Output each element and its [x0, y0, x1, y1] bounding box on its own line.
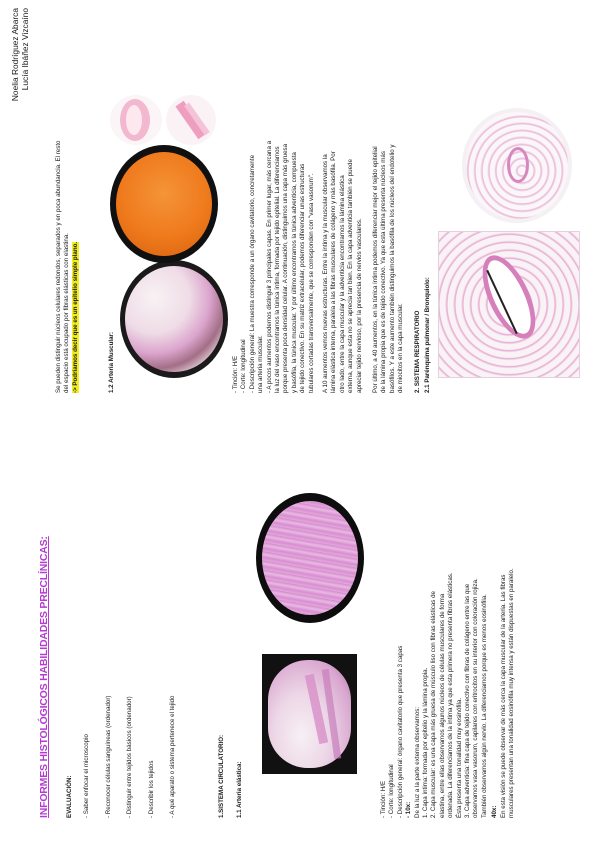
body-line: de tejido conectivo. En su matriz extracelular, podemos diferenciar unas estructuras [299, 163, 307, 393]
description-line: - Descripción general: órgano cavitatorio que presenta 3 capas [396, 645, 404, 818]
author-2: Lucía Ibáñez Vizcaíno [20, 8, 30, 91]
section-1-2-body-2 [322, 23, 364, 393]
body-line: En esta visión se puede observar de más cerca la capa muscular de la arteria. Las fibras [499, 574, 507, 818]
micrograph-muscular-artery-40x-right [166, 95, 216, 145]
section-2-heading: 2. SISTEMA RESPIRATORIO [414, 310, 421, 393]
body-line: de miocitos en la capa muscular. [397, 303, 405, 393]
body-line: otro lado, entre la capa muscular y la adventicia encontramos la lámina elástica [338, 175, 346, 393]
section-1-heading: 1.SISTEMA CIRCULATORIO: [218, 734, 225, 818]
body-line: del espacio está ocupado por fibras elásticas con elastina. [63, 233, 71, 393]
section-1-2-heading: 1.2 Arteria Muscular: [108, 332, 115, 393]
body-line: una arteria muscular. [257, 335, 265, 393]
evaluation-item: - Describir los tejidos [147, 760, 155, 818]
section-1-1-heading: 1.1 Arteria elástica: [236, 761, 243, 818]
body-line: musculares presentan una tonalidad eosinófila muy intensa y están dispuestas en paralelo. [508, 568, 516, 818]
body-line: observamos vasa vasorum, capilares con eritrocitos en su interior con coloración rojiza. [472, 578, 480, 818]
body-line: 2. Capa muscular: es una capa más gruesa de músculo liso con fibras elásticas de [430, 591, 438, 818]
body-line: 1. Capa íntima: formada por epitelio y la lámina propia. [422, 667, 430, 818]
section-1-2-body-3 [372, 23, 406, 393]
body-line: También observamos algún nervio. La diferenciamos porque es menos eosinófila. [480, 594, 488, 818]
micrograph-lung-bronchiole [438, 231, 580, 378]
body-line: Ésta presenta una tonalidad muy eosinófila. [455, 697, 463, 818]
body-line: 3. Capa adventicia: fina capa de tejido conectivo con fibras de colágeno entre las que [464, 583, 472, 818]
micrograph-lung-parenchyma [462, 108, 572, 223]
continuation-text [55, 53, 80, 393]
evaluation-item: - A qué aparato o sistema pertenece el tejido [169, 695, 177, 818]
body-line: tubulares cortadas transversalmente, que se corresponden con "vasa vasorum". [307, 173, 315, 393]
body-line: apreciar tejido nervioso, por la presencia de nervios vasculares. [355, 218, 363, 393]
body-line: - A pocos aumentos podemos distinguir 3 principales capas. En primer lugar, más cercana a [265, 140, 273, 393]
body-line: externa, aunque esta no se aprecia tan bien. En la capa adventicia también se puede [347, 159, 355, 393]
micrograph-muscular-artery-40x-left [110, 95, 162, 145]
page-title: INFORMES HISTOLÓGICOS HABILIDADES PRECLÍNICAS: [38, 536, 50, 818]
section-1-1-body [380, 418, 517, 818]
body-line: elastina, entre ellas observamos algunos núcleos de células musculares de forma [438, 593, 446, 818]
magnification-40x: 40x: [491, 805, 499, 818]
body-line: De la luz a la parte externa observamos: [413, 706, 421, 818]
micrograph-elastic-artery-10x [262, 654, 357, 774]
evaluation-item: - Saber enfocar el microscopio [83, 734, 91, 818]
magnification-10x: - 10x: [405, 801, 413, 818]
body-line: la luz del vaso encontramos la túnica íntima, formada por tejido epitelial. La diferenciamos [274, 146, 282, 393]
body-line: de la lámina propia que es de tejido conectivo. Ya que esta última presenta núcleos más [380, 151, 388, 393]
evaluation-heading: EVALUACIÓN: [66, 775, 73, 818]
evaluation-item: - Reconocer células sanguíneas (ordenador) [104, 695, 112, 818]
author-1: Noelia Rodríguez Abarca [10, 8, 20, 102]
micrograph-elastic-artery-40x [256, 493, 364, 623]
body-line: porque presenta poca densidad celular. A continuación, distinguimos una capa más gruesa [282, 143, 290, 393]
description-line: - Descripción general: La muestra corresponde a un órgano cavitatorio, concretamente [248, 154, 256, 393]
body-line: basófilos. Y a este aumento también distinguimos la basófila de los núcleos del endotelio y [388, 144, 396, 393]
body-line: Se pueden distinguir núcleos celulares redondos, separados y en poca abundancia. El resto [55, 140, 62, 393]
cut-line: - Corte: longitudinal [240, 339, 248, 393]
body-line: lámina elástica interna, paralela a las fibras musculares de colágeno y más basófila. Por [330, 151, 338, 393]
evaluation-section [66, 488, 177, 818]
highlighted-conclusion: -> Podríamos decir que es un epitelio simple plano. [71, 241, 79, 393]
authors [10, 8, 30, 148]
section-1-2-body-1 [232, 23, 316, 393]
stain-line: - Tinción: H/E [232, 355, 239, 393]
section-2-1-heading: 2.1 Parénquima pulmonar / Bronquiolo: [424, 277, 431, 393]
stain-line: - Tinción: H/E [380, 780, 387, 818]
cut-line: - Corte: longitudinal [388, 764, 396, 818]
micrograph-muscular-artery-orange [110, 145, 218, 263]
body-line: Por último, a 40 aumentos, en la túnica íntima podemos diferenciar mejor el tejido epitelial [372, 146, 379, 393]
body-line: y basófila, la túnica muscular. Y por último encontramos la túnica adventicia, compuesta [290, 152, 298, 393]
micrograph-muscular-artery-10x [120, 260, 228, 378]
body-line: A 10 aumentos vemos nuevas estructuras. Entre la íntima y la muscular observamos la [322, 154, 329, 393]
body-line: ordenada. La diferenciamos de la íntima ya que esta primera no presenta fibras elásticas. [447, 572, 455, 818]
evaluation-item: - Distinguir entre tejidos básicos (ordenador) [126, 696, 134, 818]
